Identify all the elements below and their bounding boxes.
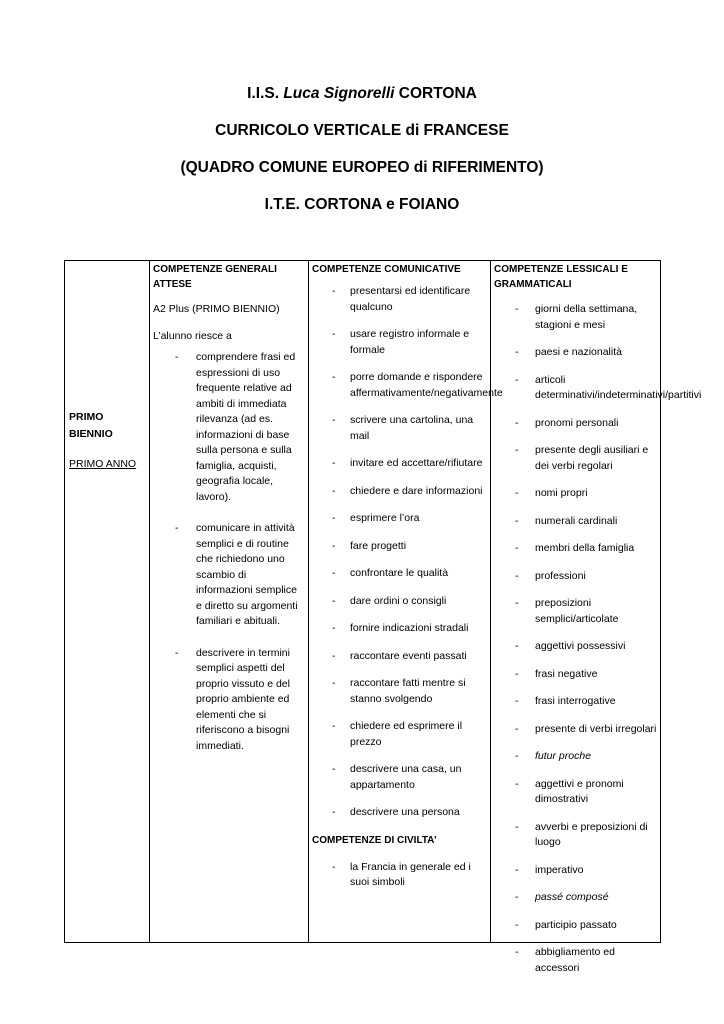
civilta-list [312,860,486,891]
general-intro: L’alunno riesce a [153,329,232,342]
list-item: - membri della famiglia [515,542,635,554]
row-label-primo-anno: PRIMO ANNO [69,458,137,470]
general-heading: COMPETENZE GENERALI ATTESE [153,264,277,290]
list-item: - presente di verbi irregolari [515,722,657,735]
list-item: - participio passato [515,918,617,931]
communicative-list [312,284,503,821]
general-level: A2 Plus (PRIMO BIENNIO) [153,303,280,315]
list-item: - abbigliamento ed accessori [515,946,615,974]
list-item: - comunicare in attività semplici e di routine che richiedono uno scambio di informazioni semplice e diretto su argomenti familiari e abituali. [175,522,298,627]
institute-title: I.T.E. CORTONA e FOIANO [264,196,460,213]
list-item: - chiedere e dare informazioni [332,484,483,497]
list-item: - aggettivi e pronomi dimostrativi [515,777,624,805]
list-item: - passé composé [515,891,609,903]
school-city: CORTONA [398,85,477,102]
row-label-primo: PRIMO [69,411,104,423]
list-item: - raccontare eventi passati [332,649,467,662]
list-item: - aggettivi possessivi [515,640,626,652]
list-item: - frasi negative [515,667,598,680]
list-item: - frasi interrogative [515,695,616,707]
curriculum-table [64,260,702,974]
list-item: - preposizioni semplici/articolate [515,597,619,625]
list-item: - chiedere ed esprimere il prezzo [332,720,463,748]
list-item: - porre domande e rispondere affermativamente/negativamente [332,371,503,399]
document-header [0,84,724,232]
list-item: - futur proche [515,750,592,762]
list-item: - descrivere in termini semplici aspetti del proprio vissuto e del proprio ambiente ed elementi che si riferiscono a bisogni immediati. [175,646,290,752]
list-item: - descrivere una persona [332,806,460,818]
school-title [0,84,724,121]
row-label-biennio: BIENNIO [69,428,113,440]
list-item: - esprimere l’ora [332,512,420,524]
framework-title: (QUADRO COMUNE EUROPEO di RIFERIMENTO) [180,159,544,176]
list-item: - descrivere una casa, un appartamento [332,763,462,791]
school-prefix: I.I.S. [247,85,280,102]
row-label-cell [65,261,149,942]
list-item: - giorni della settimana, stagioni e mesi [515,303,638,331]
list-item: - presentarsi ed identificare qualcuno [332,285,471,313]
communicative-competences-cell [308,261,503,942]
list-item: - presente degli ausiliari e dei verbi regolari [515,444,649,472]
school-name: Luca Signorelli [283,85,395,102]
general-list [153,350,304,754]
list-item: - usare registro informale e formale [332,328,470,356]
list-item: - nomi propri [515,487,588,499]
list-item: - avverbi e preposizioni di luogo [515,820,648,848]
lexical-competences-cell [490,261,702,974]
lexical-heading: COMPETENZE LESSICALI E GRAMMATICALI [494,264,628,290]
general-competences-cell [149,261,308,942]
list-item: - professioni [515,569,586,582]
list-item: - articoli determinativi/indeterminativi/partitivi [515,373,702,401]
list-item: - imperativo [515,863,584,876]
list-item: - fornire indicazioni stradali [332,622,469,634]
list-item: - numerali cardinali [515,514,618,527]
list-item: - dare ordini o consigli [332,594,447,607]
curriculum-title: CURRICOLO VERTICALE di FRANCESE [215,122,509,139]
lexical-list [494,302,702,976]
list-item: - la Francia in generale ed i suoi simboli [332,860,471,888]
list-item: - raccontare fatti mentre si stanno svolgendo [332,677,466,705]
list-item: - comprendere frasi ed espressioni di uso frequente relative ad ambiti di immediata rilevanza (ad es. informazioni di base sulla persona e sulla famiglia, acquisti, geografia locale, lavoro). [175,351,296,503]
list-item: - invitare ed accettare/rifiutare [332,457,483,469]
communicative-heading: COMPETENZE COMUNICATIVE [312,264,461,275]
list-item: - scrivere una cartolina, una mail [332,414,474,442]
list-item: - pronomi personali [515,416,619,429]
list-item: - fare progetti [332,539,407,552]
list-item: - confrontare le qualità [332,567,449,579]
list-item: - paesi e nazionalità [515,346,622,358]
civilta-heading: COMPETENZE DI CIVILTA’ [312,834,437,846]
